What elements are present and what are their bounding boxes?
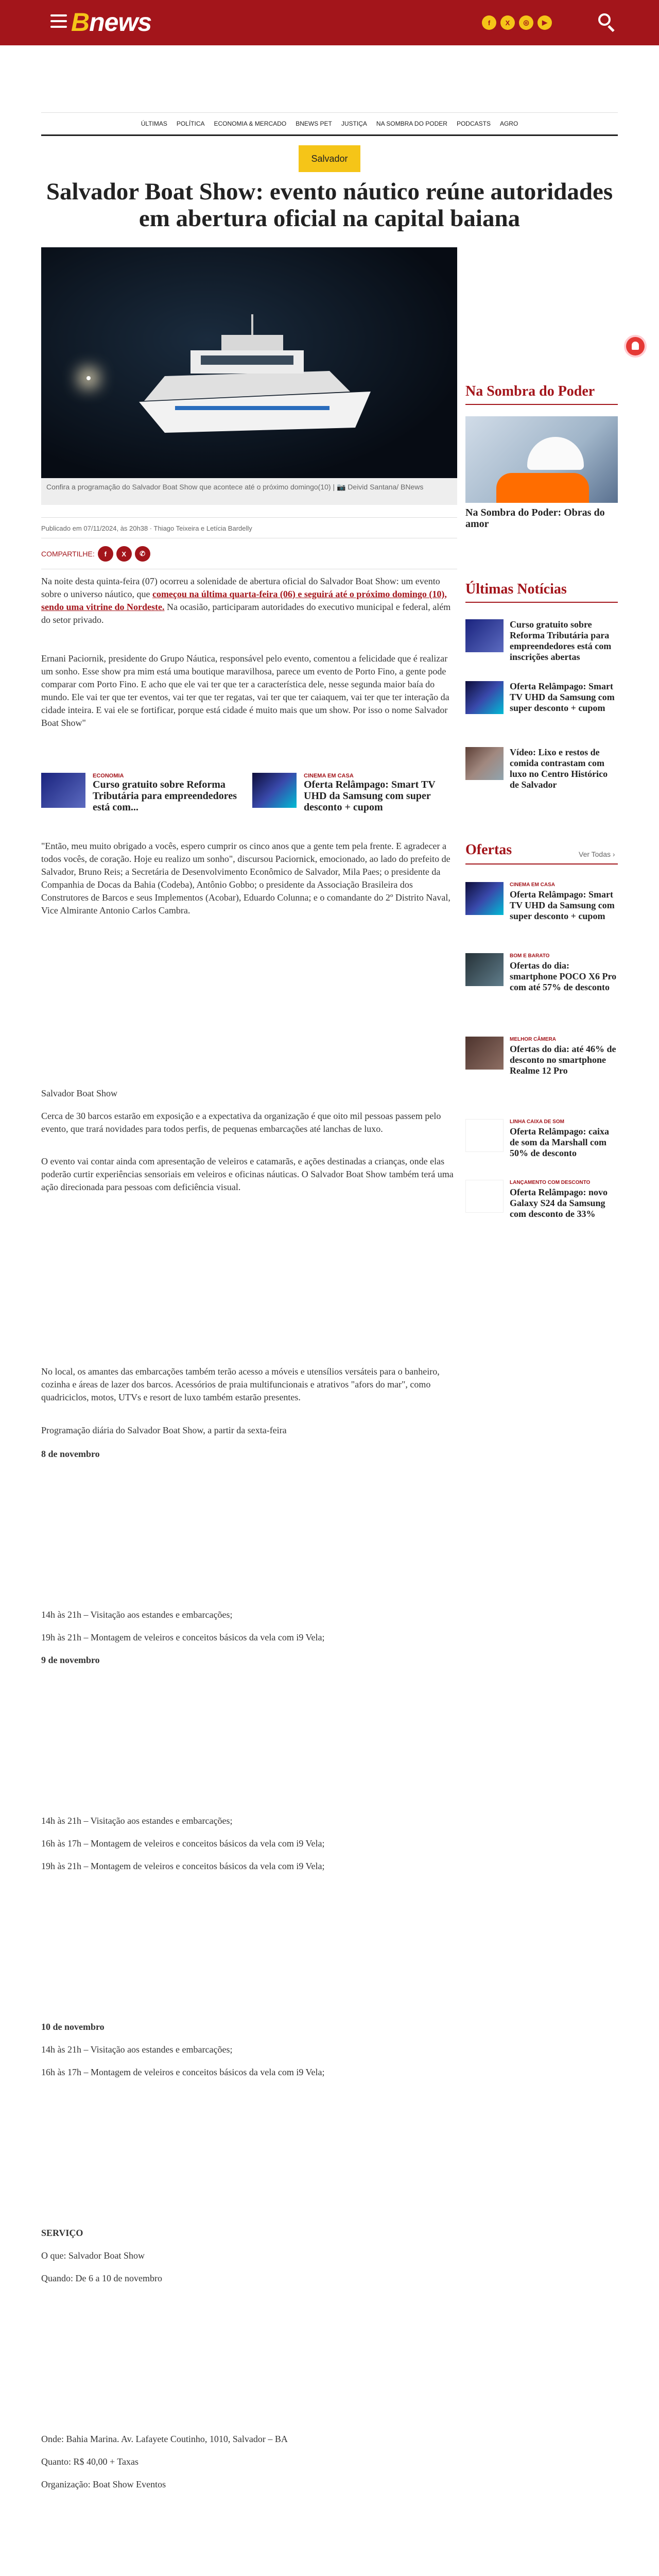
schedule-item: 14h às 21h – Visitação aos estandes e embarcações; bbox=[41, 2044, 233, 2055]
image-caption: Confira a programação do Salvador Boat Show que acontece até o próximo domingo(10) | 📷 Deivid Santana/ BNews bbox=[41, 478, 457, 505]
article-paragraph: O evento vai contar ainda com apresentação de veleiros e catamarãs, e ações destinadas a crianças, onde elas poderão curtir experiências sensoriais em veleiros e oficinas náuticas. O Salvador Boat Show também terá uma ação direcionada para pessoas com deficiência visual. bbox=[41, 1156, 454, 1192]
latest-news-item[interactable] bbox=[465, 681, 618, 714]
date-heading: 8 de novembro bbox=[41, 1449, 100, 1459]
schedule-item: 14h às 21h – Visitação aos estandes e embarcações; bbox=[41, 1816, 233, 1826]
latest-news-item[interactable] bbox=[465, 747, 618, 790]
nav-item-ultimas[interactable]: ÚLTIMAS bbox=[141, 120, 167, 127]
sidebar-sombra-title[interactable]: Na Sombra do Poder bbox=[465, 383, 595, 399]
share-label: COMPARTILHE: bbox=[41, 550, 95, 558]
offer-category: LANÇAMENTO COM DESCONTO bbox=[510, 1180, 591, 1185]
article-hero-image bbox=[41, 247, 457, 478]
article-paragraph: No local, os amantes das embarcações também terão acesso a móveis e utensílios versáteis para o banheiro, cozinha e áreas de lazer dos barcos. Acessórios de praia multifuncionais e atrativos "afors do mar", como quadriciclos, motos, UTVs e resort de luxo também estarão presentes. bbox=[41, 1366, 440, 1402]
offer-category: LINHA CAIXA DE SOM bbox=[510, 1119, 564, 1125]
article-paragraph: "Então, meu muito obrigado a vocês, espero cumprir os cinco anos que a gente tem pela frente. E agradecer a todos vocês, de coração. Hoje eu realizo um sonho", discursou Paciornick, emocionado, ao lado do prefeito de Salvador, Bruno Reis; a Secretária de Desenvolvimento Econômico de Salvador, Mila Paes; o presidente da Companhia de Docas da Bahia (Codeba), Antônio Gobbo; o presidente da Associação Brasileira dos Construtores de Barcos e seus Implementos (Acobar), Eduardo Colunna; e o comandante do 2º Distrito Naval, Vice Almirante Antonio Carlos Cambra. bbox=[41, 841, 450, 916]
menu-icon[interactable] bbox=[50, 14, 67, 28]
article-paragraph: Ernani Paciornik, presidente do Grupo Náutica, responsável pelo evento, comentou a felicidade que é realizar um sonho. Esse show pra mim está uma boutique maravilhosa, parece um evento de Porto Fino, a gente pode comparar com Porto Fino. E acho que ele vai ter que ter a característica dele, nesse segunda maior baía do mundo. Ele vai ter que ter eventos, vai ter que ter regatas, vai ter que ter caiaquem, vai ter que ter interação da cidade inteira. E vai ele se fortificar, porque está cidade é muito mais que um show. Por isso o nome Salvador Boat Show" bbox=[41, 653, 449, 728]
schedule-item: 14h às 21h – Visitação aos estandes e embarcações; bbox=[41, 1609, 233, 1620]
related-thumb bbox=[252, 773, 297, 808]
header-social-links bbox=[482, 15, 552, 30]
offer-headline: Ofertas do dia: até 46% de desconto no smartphone Realme 12 Pro bbox=[510, 1044, 616, 1076]
date-heading: 9 de novembro bbox=[41, 1655, 100, 1665]
whatsapp-share-icon[interactable]: ✆ bbox=[135, 546, 150, 562]
latest-news-item[interactable] bbox=[465, 619, 618, 663]
offer-item[interactable] bbox=[465, 1119, 618, 1159]
offer-category: MELHOR CÂMERA bbox=[510, 1037, 556, 1042]
facebook-icon[interactable]: f bbox=[482, 15, 496, 30]
nav-item-economia[interactable]: ECONOMIA & MERCADO bbox=[214, 120, 287, 127]
schedule-item: 16h às 17h – Montagem de veleiros e conceitos básicos da vela com i9 Vela; bbox=[41, 1838, 325, 1849]
nav-item-justica[interactable]: JUSTIÇA bbox=[341, 120, 367, 127]
service-item: O que: Salvador Boat Show bbox=[41, 2250, 145, 2261]
article-paragraph: Programação diária do Salvador Boat Show, a partir da sexta-feira bbox=[41, 1425, 287, 1435]
schedule-item: 19h às 21h – Montagem de veleiros e conceitos básicos da vela com i9 Vela; bbox=[41, 1861, 325, 1871]
service-item: Onde: Bahia Marina. Av. Lafayete Coutinho, 1010, Salvador – BA bbox=[41, 2434, 288, 2444]
news-thumb bbox=[465, 619, 504, 652]
offer-item[interactable] bbox=[465, 1037, 618, 1076]
related-category: CINEMA EM CASA bbox=[304, 773, 354, 779]
main-nav bbox=[41, 112, 618, 136]
site-logo[interactable]: Bnews bbox=[71, 8, 152, 37]
news-thumb bbox=[465, 681, 504, 714]
offer-thumb bbox=[465, 1037, 504, 1070]
offer-headline: Oferta Relâmpago: novo Galaxy S24 da Samsung com desconto de 33% bbox=[510, 1187, 608, 1219]
service-item: Quando: De 6 a 10 de novembro bbox=[41, 2273, 162, 2283]
offer-headline: Oferta Relâmpago: Smart TV UHD da Samsung com super desconto + cupom bbox=[510, 889, 615, 921]
offer-category: BOM E BARATO bbox=[510, 953, 550, 959]
search-icon[interactable] bbox=[598, 13, 616, 31]
inline-link[interactable]: começou na última quarta-feira (06) e seguirá até o próximo domingo (10), sendo uma vitrine do Nordeste. bbox=[41, 589, 447, 612]
news-headline: Vídeo: Lixo e restos de comida contrastam com luxo no Centro Histórico de Salvador bbox=[510, 747, 608, 790]
facebook-share-icon[interactable]: f bbox=[98, 546, 113, 562]
camera-icon: 📷 bbox=[336, 483, 346, 491]
related-title: Oferta Relâmpago: Smart TV UHD da Samsung com super desconto + cupom bbox=[304, 779, 436, 813]
offer-item[interactable] bbox=[465, 953, 618, 993]
instagram-icon[interactable]: ◎ bbox=[519, 15, 533, 30]
offer-item[interactable] bbox=[465, 882, 618, 922]
date-heading: 10 de novembro bbox=[41, 2022, 105, 2032]
divider bbox=[465, 404, 618, 405]
sidebar-hero-headline[interactable]: Na Sombra do Poder: Obras do amor bbox=[465, 507, 605, 530]
youtube-icon[interactable]: ▶ bbox=[537, 15, 552, 30]
schedule-item: 16h às 17h – Montagem de veleiros e conceitos básicos da vela com i9 Vela; bbox=[41, 2067, 325, 2077]
x-share-icon[interactable]: X bbox=[116, 546, 132, 562]
page-title: Salvador Boat Show: evento náutico reúne autoridades em abertura oficial na capital baiana bbox=[46, 178, 613, 232]
article-paragraph: Na noite desta quinta-feira (07) ocorreu a solenidade de abertura oficial do Salvador Boat Show: um evento sobre o universo náutico, que começou na última quarta-feira (06) e seguirá até o próximo domingo (10), sendo uma vitrine do Nordeste. Na ocasião, participaram autoridades do executivo municipal e federal, além do setor privado. bbox=[41, 576, 451, 625]
offer-item[interactable] bbox=[465, 1180, 618, 1219]
nav-item-politica[interactable]: POLÍTICA bbox=[176, 120, 205, 127]
service-item: Quanto: R$ 40,00 + Taxas bbox=[41, 2456, 139, 2467]
nav-item-podcasts[interactable]: PODCASTS bbox=[456, 120, 491, 127]
divider bbox=[465, 863, 618, 865]
offer-category: CINEMA EM CASA bbox=[510, 882, 555, 888]
sidebar-hero-image[interactable] bbox=[465, 416, 618, 503]
service-item: Organização: Boat Show Eventos bbox=[41, 2479, 166, 2489]
boat-illustration bbox=[134, 314, 376, 443]
news-headline: Oferta Relâmpago: Smart TV UHD da Samsung com super desconto + cupom bbox=[510, 681, 615, 713]
related-card[interactable] bbox=[41, 773, 242, 813]
offer-thumb bbox=[465, 953, 504, 986]
related-category: ECONOMIA bbox=[93, 773, 124, 779]
share-bar bbox=[41, 546, 150, 562]
notification-bell-icon[interactable] bbox=[626, 337, 645, 355]
see-all-link[interactable]: Ver Todas › bbox=[579, 850, 615, 858]
news-thumb bbox=[465, 747, 504, 780]
offer-thumb bbox=[465, 1119, 504, 1152]
offer-headline: Ofertas do dia: smartphone POCO X6 Pro com até 57% de desconto bbox=[510, 960, 617, 992]
divider bbox=[465, 602, 618, 603]
dock-light bbox=[86, 376, 91, 380]
sidebar-ultimas-title[interactable]: Últimas Notícias bbox=[465, 581, 567, 597]
related-thumb bbox=[41, 773, 85, 808]
category-badge[interactable]: Salvador bbox=[299, 145, 360, 172]
offer-thumb bbox=[465, 882, 504, 915]
site-header bbox=[0, 0, 659, 45]
section-heading: Salvador Boat Show bbox=[41, 1088, 117, 1098]
nav-item-na-sombra-do-poder[interactable]: NA SOMBRA DO PODER bbox=[376, 120, 447, 127]
nav-item-bnews-pet[interactable]: BNEWS PET bbox=[296, 120, 332, 127]
x-icon[interactable]: X bbox=[500, 15, 515, 30]
offer-thumb bbox=[465, 1180, 504, 1213]
related-card[interactable] bbox=[252, 773, 453, 813]
article-paragraph: Cerca de 30 barcos estarão em exposição e a expectativa da organização é que oito mil pessoas passem pelo evento, que trará novidades para todos perfis, de pequenas embarcações até lanchas de luxo. bbox=[41, 1111, 441, 1134]
publish-info: Publicado em 07/11/2024, às 20h38 · Thiago Teixeira e Letícia Bardelly bbox=[41, 524, 252, 532]
divider bbox=[41, 517, 457, 518]
chevron-right-icon: › bbox=[612, 850, 615, 858]
related-title: Curso gratuito sobre Reforma Tributária para empreendedores está com... bbox=[93, 779, 237, 813]
sidebar-ofertas-title[interactable]: Ofertas bbox=[465, 842, 512, 858]
offer-headline: Oferta Relâmpago: caixa de som da Marshall com 50% de desconto bbox=[510, 1126, 609, 1158]
schedule-item: 19h às 21h – Montagem de veleiros e conceitos básicos da vela com i9 Vela; bbox=[41, 1632, 325, 1642]
section-heading: SERVIÇO bbox=[41, 2228, 83, 2238]
news-headline: Curso gratuito sobre Reforma Tributária para empreendedores está com inscrições abertas bbox=[510, 619, 612, 662]
nav-item-agro[interactable]: AGRO bbox=[499, 120, 518, 127]
